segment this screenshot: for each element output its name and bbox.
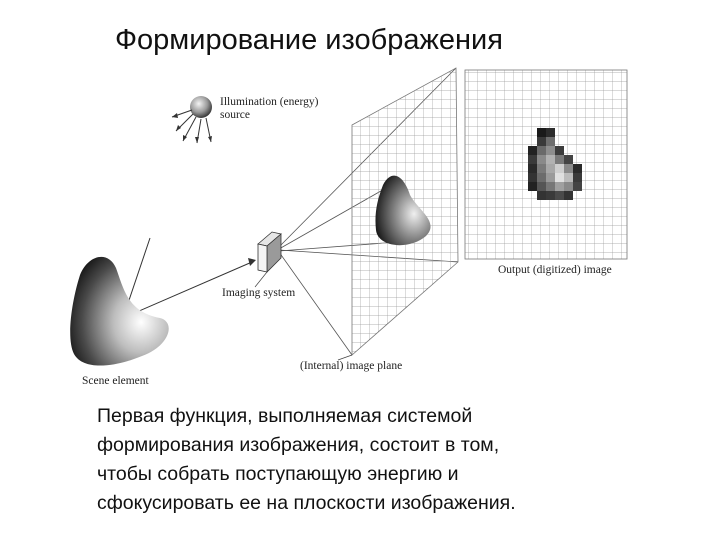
slide-title: Формирование изображения (115, 24, 503, 56)
scene-rays (123, 238, 252, 318)
imaging-system (255, 232, 281, 287)
scene-element (70, 257, 169, 366)
output-image-label: Output (digitized) image (498, 264, 612, 276)
caption-line: Первая функция, выполняемая системой (97, 405, 473, 427)
illumination-source (172, 96, 212, 143)
caption-line: чтобы собрать поступающую энергию и (97, 463, 459, 485)
internal-image-plane (352, 68, 458, 355)
caption-line: формирования изображения, состоит в том, (97, 434, 500, 456)
output-digitized-image (465, 70, 627, 259)
image-plane-label: (Internal) image plane (300, 360, 403, 372)
illumination-label-line2: source (220, 109, 251, 121)
scene-element-label: Scene element (82, 375, 149, 387)
illumination-label: Illumination (energy) (220, 96, 319, 108)
caption-text (97, 402, 657, 518)
imaging-system-label: Imaging system (222, 287, 296, 299)
caption-line: сфокусировать ее на плоскости изображения. (97, 492, 516, 514)
